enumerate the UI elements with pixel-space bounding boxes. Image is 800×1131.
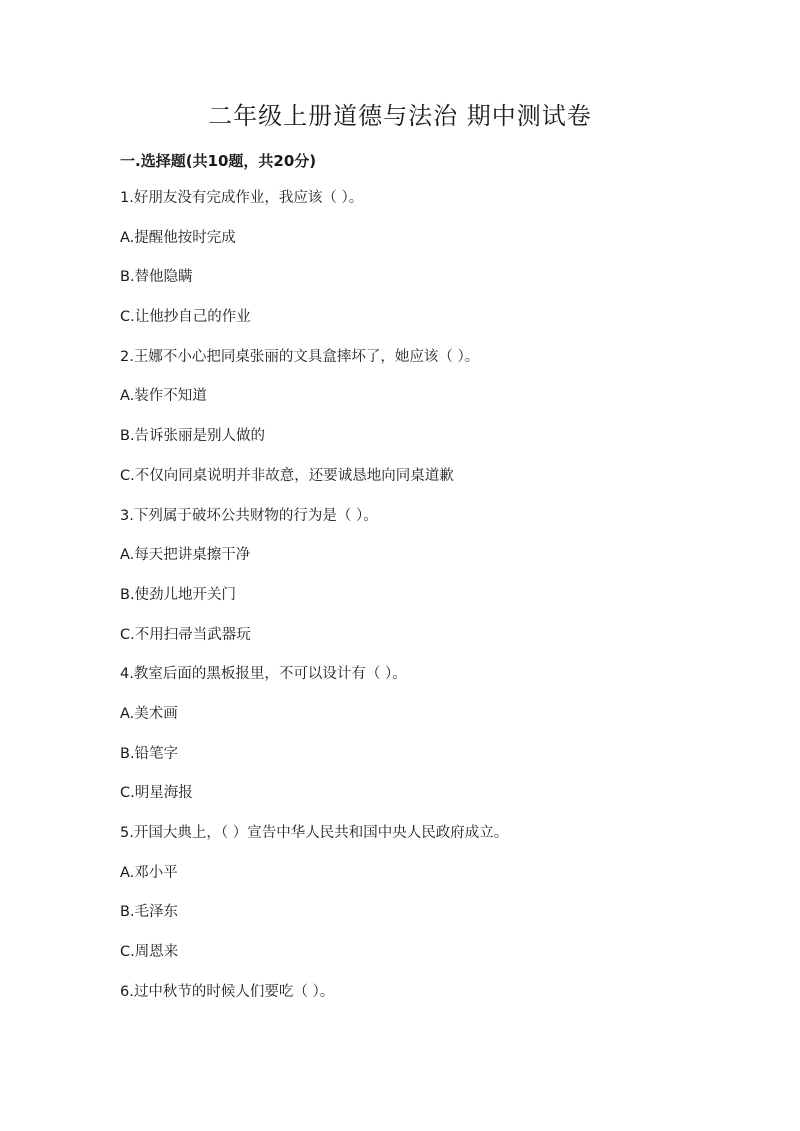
- option-3-b: B.使劲儿地开关门: [120, 586, 237, 603]
- option-2-c: C.不仅向同桌说明并非故意，还要诚恳地向同桌道歉: [120, 467, 454, 484]
- page-title: 二年级上册道德与法治 期中测试卷: [208, 102, 592, 130]
- option-4-b: B.铅笔字: [120, 745, 179, 762]
- option-1-a: A.提醒他按时完成: [120, 229, 236, 246]
- option-4-a: A.美术画: [120, 705, 178, 722]
- question-list: [120, 187, 740, 1020]
- option-2-b: B.告诉张丽是别人做的: [120, 428, 266, 445]
- option-1-c: C.让他抄自己的作业: [120, 309, 251, 326]
- option-5-b: B.毛泽东: [120, 904, 179, 921]
- option-5-a: A.邓小平: [120, 864, 178, 881]
- question-stem-4: 4.教室后面的黑板报里，不可以设计有（ ）。: [120, 666, 407, 683]
- option-2-a: A.装作不知道: [120, 388, 207, 405]
- section-heading: 一.选择题(共10题，共20分): [120, 152, 317, 170]
- option-1-b: B.替他隐瞒: [120, 269, 193, 286]
- question-stem-6: 6.过中秋节的时候人们要吃（ ）。: [120, 983, 335, 1000]
- question-stem-5: 5.开国大典上，（ ）宣告中华人民共和国中央人民政府成立。: [120, 825, 509, 841]
- question-stem-3: 3.下列属于破坏公共财物的行为是（ ）。: [120, 507, 378, 524]
- option-5-c: C.周恩来: [120, 944, 179, 961]
- question-stem-2: 2.王娜不小心把同桌张丽的文具盒摔坏了，她应该（ ）。: [120, 348, 480, 365]
- option-3-c: C.不用扫帚当武器玩: [120, 626, 251, 643]
- option-4-c: C.明星海报: [120, 785, 193, 802]
- option-3-a: A.每天把讲桌擦干净: [120, 547, 251, 564]
- question-stem-1: 1.好朋友没有完成作业，我应该（ ）。: [120, 190, 364, 206]
